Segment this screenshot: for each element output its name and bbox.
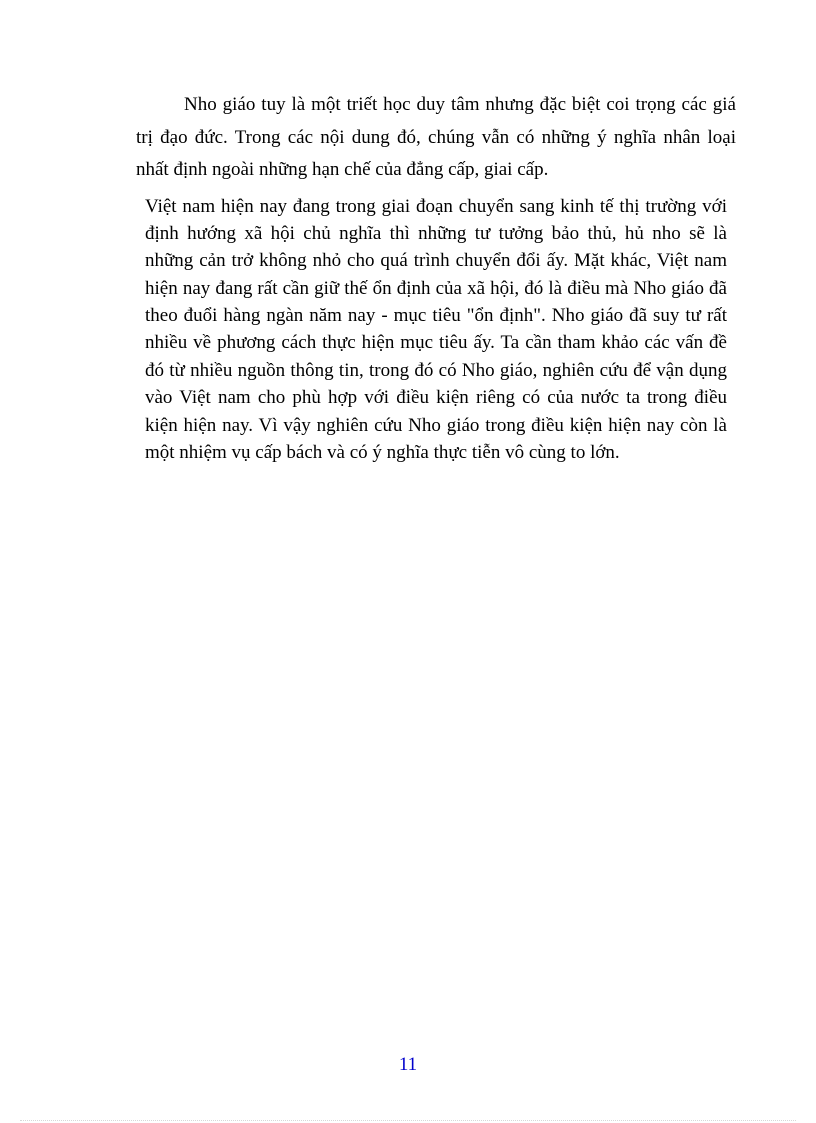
paragraph-2-line-5: theo đuổi hàng ngàn năm nay - mục tiêu "ổn định". Nho giáo đã suy tư rất xyxy=(145,305,727,326)
paragraph-1-line-1: Nho giáo tuy là một triết học duy tâm nhưng đặc biệt coi trọng các giá xyxy=(184,94,736,115)
paragraph-2-line-6: nhiều về phương cách thực hiện mục tiêu ấy. Ta cần tham khảo các vấn đề xyxy=(145,332,727,353)
paragraph-2-line-10: một nhiệm vụ cấp bách và có ý nghĩa thực tiễn vô cùng to lớn. xyxy=(145,442,620,463)
paragraph-2-line-9: kiện hiện nay. Vì vậy nghiên cứu Nho giáo trong điều kiện hiện nay còn là xyxy=(145,415,727,436)
paragraph-2-line-8: vào Việt nam cho phù hợp với điều kiện riêng có của nước ta trong điều xyxy=(145,387,727,408)
paragraph-1-line-3: nhất định ngoài những hạn chế của đẳng cấp, giai cấp. xyxy=(136,159,549,180)
paragraph-1-line-2: trị đạo đức. Trong các nội dung đó, chúng vẫn có những ý nghĩa nhân loại xyxy=(136,127,736,148)
paragraph-2-line-4: hiện nay đang rất cần giữ thế ổn định của xã hội, đó là điều mà Nho giáo đã xyxy=(145,278,727,299)
paragraph-2-line-2: định hướng xã hội chủ nghĩa thì những tư tưởng bảo thủ, hủ nho sẽ là xyxy=(145,223,727,244)
page-bottom-divider xyxy=(20,1120,796,1121)
paragraph-2-line-7: đó từ nhiều nguồn thông tin, trong đó có Nho giáo, nghiên cứu để vận dụng xyxy=(145,360,727,381)
paragraph-2-line-1: Việt nam hiện nay đang trong giai đoạn chuyển sang kinh tế thị trường với xyxy=(145,196,727,217)
page-number: 11 xyxy=(398,1054,418,1075)
paragraph-2-line-3: những cản trở không nhỏ cho quá trình chuyển đổi ấy. Mặt khác, Việt nam xyxy=(145,250,727,271)
